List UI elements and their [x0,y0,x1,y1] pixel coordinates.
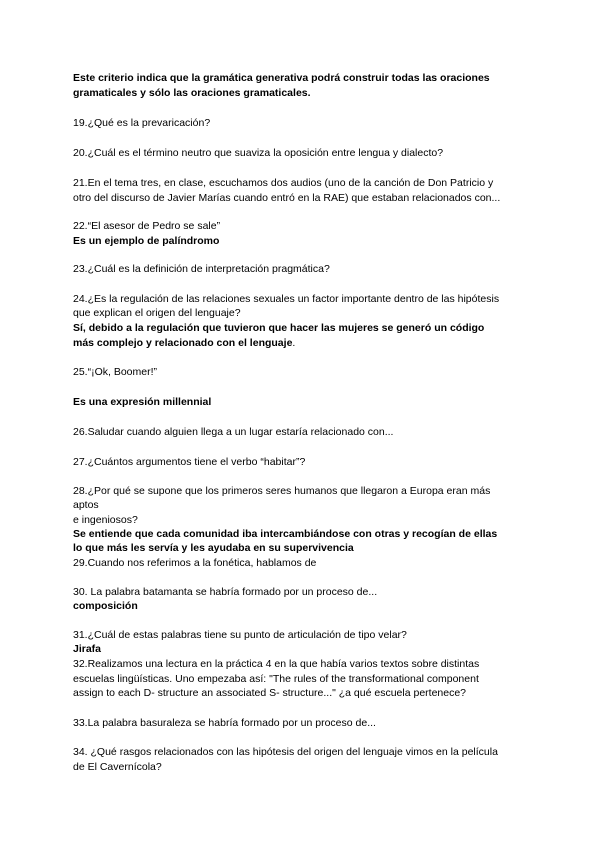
answer-28-line-2: lo que más les servía y les ayudaba en su supervivencia [73,542,354,554]
question-20: 20.¿Cuál es el término neutro que suaviza la oposición entre lengua y dialecto? [73,147,444,159]
intro-text-line-2: gramaticales y sólo las oraciones gramaticales. [73,87,311,99]
answer-24-line-1: Sí, debido a la regulación que tuvieron que hacer las mujeres se generó un código [73,322,485,334]
question-34-line-2: de El Cavernícola? [73,761,162,773]
intro-text-line-1: Este criterio indica que la gramática generativa podrá construir todas las oraciones [73,72,490,84]
question-25: 25.“¡Ok, Boomer!” [73,366,158,378]
question-24-line-2: que explican el origen del lenguaje? [73,307,241,319]
question-24-line-1: 24.¿Es la regulación de las relaciones sexuales un factor importante dentro de las hipótesis [73,293,500,305]
question-21-line-1: 21.En el tema tres, en clase, escuchamos dos audios (uno de la canción de Don Patricio y [73,177,494,189]
question-19: 19.¿Qué es la prevaricación? [73,117,211,129]
answer-24-line-2 [73,336,295,351]
question-28-line-1: 28.¿Por qué se supone que los primeros seres humanos que llegaron a Europa eran más [73,485,491,497]
question-32-line-2: escuelas lingüísticas. Uno empezaba así: "The rules of the transformational component [73,673,479,685]
question-26: 26.Saludar cuando alguien llega a un lugar estaría relacionado con... [73,426,394,438]
answer-24-line-2-text: más complejo y relacionado con el lenguaje [73,337,293,349]
question-31: 31.¿Cuál de estas palabras tiene su punto de articulación de tipo velar? [73,629,407,641]
question-21-line-2: otro del discurso de Javier Marías cuando entró en la RAE) que estaban relacionados con... [73,192,501,204]
question-33: 33.La palabra basuraleza se habría formado por un proceso de... [73,717,376,729]
answer-24-period: . [292,337,296,349]
question-30: 30. La palabra batamanta se habría formado por un proceso de... [73,586,378,598]
question-22: 22.“El asesor de Pedro se sale” [73,220,221,232]
answer-30: composición [73,600,138,612]
question-28-line-3: e ingeniosos? [73,514,138,526]
question-28-line-2: aptos [73,499,99,511]
question-27: 27.¿Cuántos argumentos tiene el verbo “habitar”? [73,456,306,468]
question-32-line-1: 32.Realizamos una lectura en la práctica 4 en la que había varios textos sobre distintas [73,658,480,670]
question-32-line-3: assign to each D- structure an associated S- structure..." ¿a qué escuela pertenece? [73,687,467,699]
answer-28-line-1: Se entiende que cada comunidad iba intercambiándose con otras y recogían de ellas [73,528,498,540]
answer-31: Jirafa [73,643,102,655]
question-34-line-1: 34. ¿Qué rasgos relacionados con las hipótesis del origen del lenguaje vimos en la película [73,746,498,758]
question-23: 23.¿Cuál es la definición de interpretación pragmática? [73,263,330,275]
question-29: 29.Cuando nos referimos a la fonética, hablamos de [73,557,317,569]
answer-22: Es un ejemplo de palíndromo [73,235,220,247]
answer-25: Es una expresión millennial [73,396,212,408]
